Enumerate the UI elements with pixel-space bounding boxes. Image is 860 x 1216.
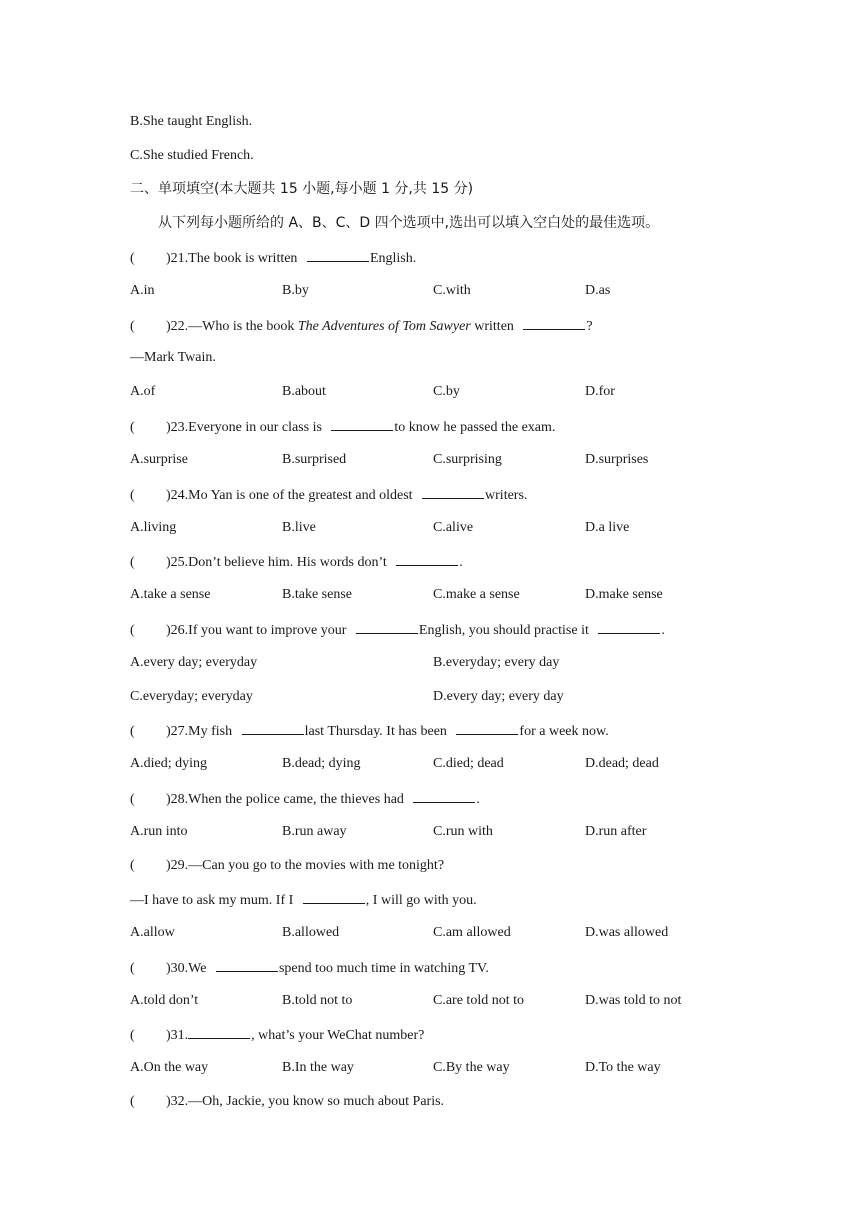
option-c: C.are told not to xyxy=(433,993,524,1008)
option-b: B.told not to xyxy=(282,993,353,1008)
blank xyxy=(303,890,365,904)
question-23: ( )23.Everyone in our class is to know he passed the exam. xyxy=(130,417,555,437)
option-d: D.every day; every day xyxy=(433,689,564,704)
option-d: D.for xyxy=(585,384,615,399)
answer-paren: ( xyxy=(130,319,135,334)
answer-paren: ( xyxy=(130,555,135,570)
option-c: C.with xyxy=(433,283,471,298)
option-b: B.take sense xyxy=(282,587,352,602)
blank xyxy=(356,620,418,634)
question-29-reply: —I have to ask my mum. If I , I will go with you. xyxy=(130,890,477,910)
option-d: D.surprises xyxy=(585,452,649,467)
option-b: B.by xyxy=(282,283,309,298)
option-b: B.allowed xyxy=(282,925,340,940)
option-c: C.died; dead xyxy=(433,756,504,771)
option-b: B.live xyxy=(282,520,316,535)
options-27 xyxy=(130,755,750,773)
options-26-row1 xyxy=(130,654,750,672)
option-a: A.take a sense xyxy=(130,587,211,602)
answer-paren: ( xyxy=(130,724,135,739)
options-29 xyxy=(130,924,750,942)
option-a: A.told don’t xyxy=(130,993,199,1008)
option-c: C.surprising xyxy=(433,452,502,467)
option-b: B.dead; dying xyxy=(282,756,361,771)
option-b: B.In the way xyxy=(282,1060,354,1075)
prev-option-c: C.She studied French. xyxy=(130,148,254,163)
answer-paren: ( xyxy=(130,1094,135,1109)
question-22-answer: —Mark Twain. xyxy=(130,350,216,365)
option-c: C.run with xyxy=(433,824,493,839)
options-26-row2 xyxy=(130,688,750,706)
option-a: A.died; dying xyxy=(130,756,207,771)
question-26: ( )26.If you want to improve your English, you should practise it . xyxy=(130,620,665,640)
option-d: D.a live xyxy=(585,520,630,535)
book-title: The Adventures of Tom Sawyer xyxy=(297,319,471,334)
option-d: D.run after xyxy=(585,824,647,839)
option-d: D.as xyxy=(585,283,611,298)
question-25: ( )25.Don’t believe him. His words don’t . xyxy=(130,552,463,572)
question-30: ( )30.We spend too much time in watching TV. xyxy=(130,958,489,978)
question-21: ( )21.The book is written English. xyxy=(130,248,416,268)
blank xyxy=(216,958,278,972)
options-28 xyxy=(130,823,750,841)
section-instruction: 从下列每小题所给的 A、B、C、D 四个选项中,选出可以填入空白处的最佳选项。 xyxy=(158,215,660,231)
question-29: ( )29.—Can you go to the movies with me tonight? xyxy=(130,858,445,873)
option-a: A.every day; everyday xyxy=(130,655,258,670)
question-32: ( )32.—Oh, Jackie, you know so much about Paris. xyxy=(130,1094,445,1109)
blank xyxy=(188,1025,250,1039)
answer-paren: ( xyxy=(130,420,135,435)
answer-paren: ( xyxy=(130,623,135,638)
question-27: ( )27.My fish last Thursday. It has been for a week now. xyxy=(130,721,609,741)
question-28: ( )28.When the police came, the thieves had . xyxy=(130,789,480,809)
blank xyxy=(456,721,518,735)
blank xyxy=(413,789,475,803)
answer-paren: ( xyxy=(130,961,135,976)
blank xyxy=(598,620,660,634)
option-a: A.of xyxy=(130,384,156,399)
option-c: C.make a sense xyxy=(433,587,520,602)
question-31: ( )31. , what’s your WeChat number? xyxy=(130,1025,424,1045)
option-a: A.living xyxy=(130,520,177,535)
option-d: D.was told to not xyxy=(585,993,682,1008)
answer-paren: ( xyxy=(130,251,135,266)
blank xyxy=(396,552,458,566)
option-d: D.make sense xyxy=(585,587,663,602)
options-23 xyxy=(130,451,750,469)
section-heading: 二、单项填空(本大题共 15 小题,每小题 1 分,共 15 分) xyxy=(130,181,474,197)
option-a: A.surprise xyxy=(130,452,188,467)
options-21 xyxy=(130,282,750,300)
option-c: C.By the way xyxy=(433,1060,510,1075)
options-30 xyxy=(130,992,750,1010)
question-22: ( )22.—Who is the book The Adventures of Tom Sawyer written ? xyxy=(130,316,593,336)
option-b: B.run away xyxy=(282,824,347,839)
blank xyxy=(307,248,369,262)
option-c: C.am allowed xyxy=(433,925,511,940)
option-a: A.in xyxy=(130,283,155,298)
option-a: A.On the way xyxy=(130,1060,209,1075)
answer-paren: ( xyxy=(130,792,135,807)
option-d: D.To the way xyxy=(585,1060,661,1075)
options-22 xyxy=(130,383,750,401)
blank xyxy=(242,721,304,735)
option-c: C.everyday; everyday xyxy=(130,689,253,704)
blank xyxy=(331,417,393,431)
option-d: D.dead; dead xyxy=(585,756,659,771)
answer-paren: ( xyxy=(130,1028,135,1043)
option-b: B.surprised xyxy=(282,452,347,467)
option-c: C.by xyxy=(433,384,460,399)
option-a: A.run into xyxy=(130,824,188,839)
options-31 xyxy=(130,1059,750,1077)
blank xyxy=(523,316,585,330)
option-a: A.allow xyxy=(130,925,175,940)
option-d: D.was allowed xyxy=(585,925,669,940)
answer-paren: ( xyxy=(130,858,135,873)
answer-paren: ( xyxy=(130,488,135,503)
option-c: C.alive xyxy=(433,520,474,535)
question-24: ( )24.Mo Yan is one of the greatest and oldest writers. xyxy=(130,485,527,505)
blank xyxy=(422,485,484,499)
prev-option-b: B.She taught English. xyxy=(130,114,253,129)
option-b: B.everyday; every day xyxy=(433,655,560,670)
option-b: B.about xyxy=(282,384,326,399)
options-25 xyxy=(130,586,750,604)
options-24 xyxy=(130,519,750,537)
